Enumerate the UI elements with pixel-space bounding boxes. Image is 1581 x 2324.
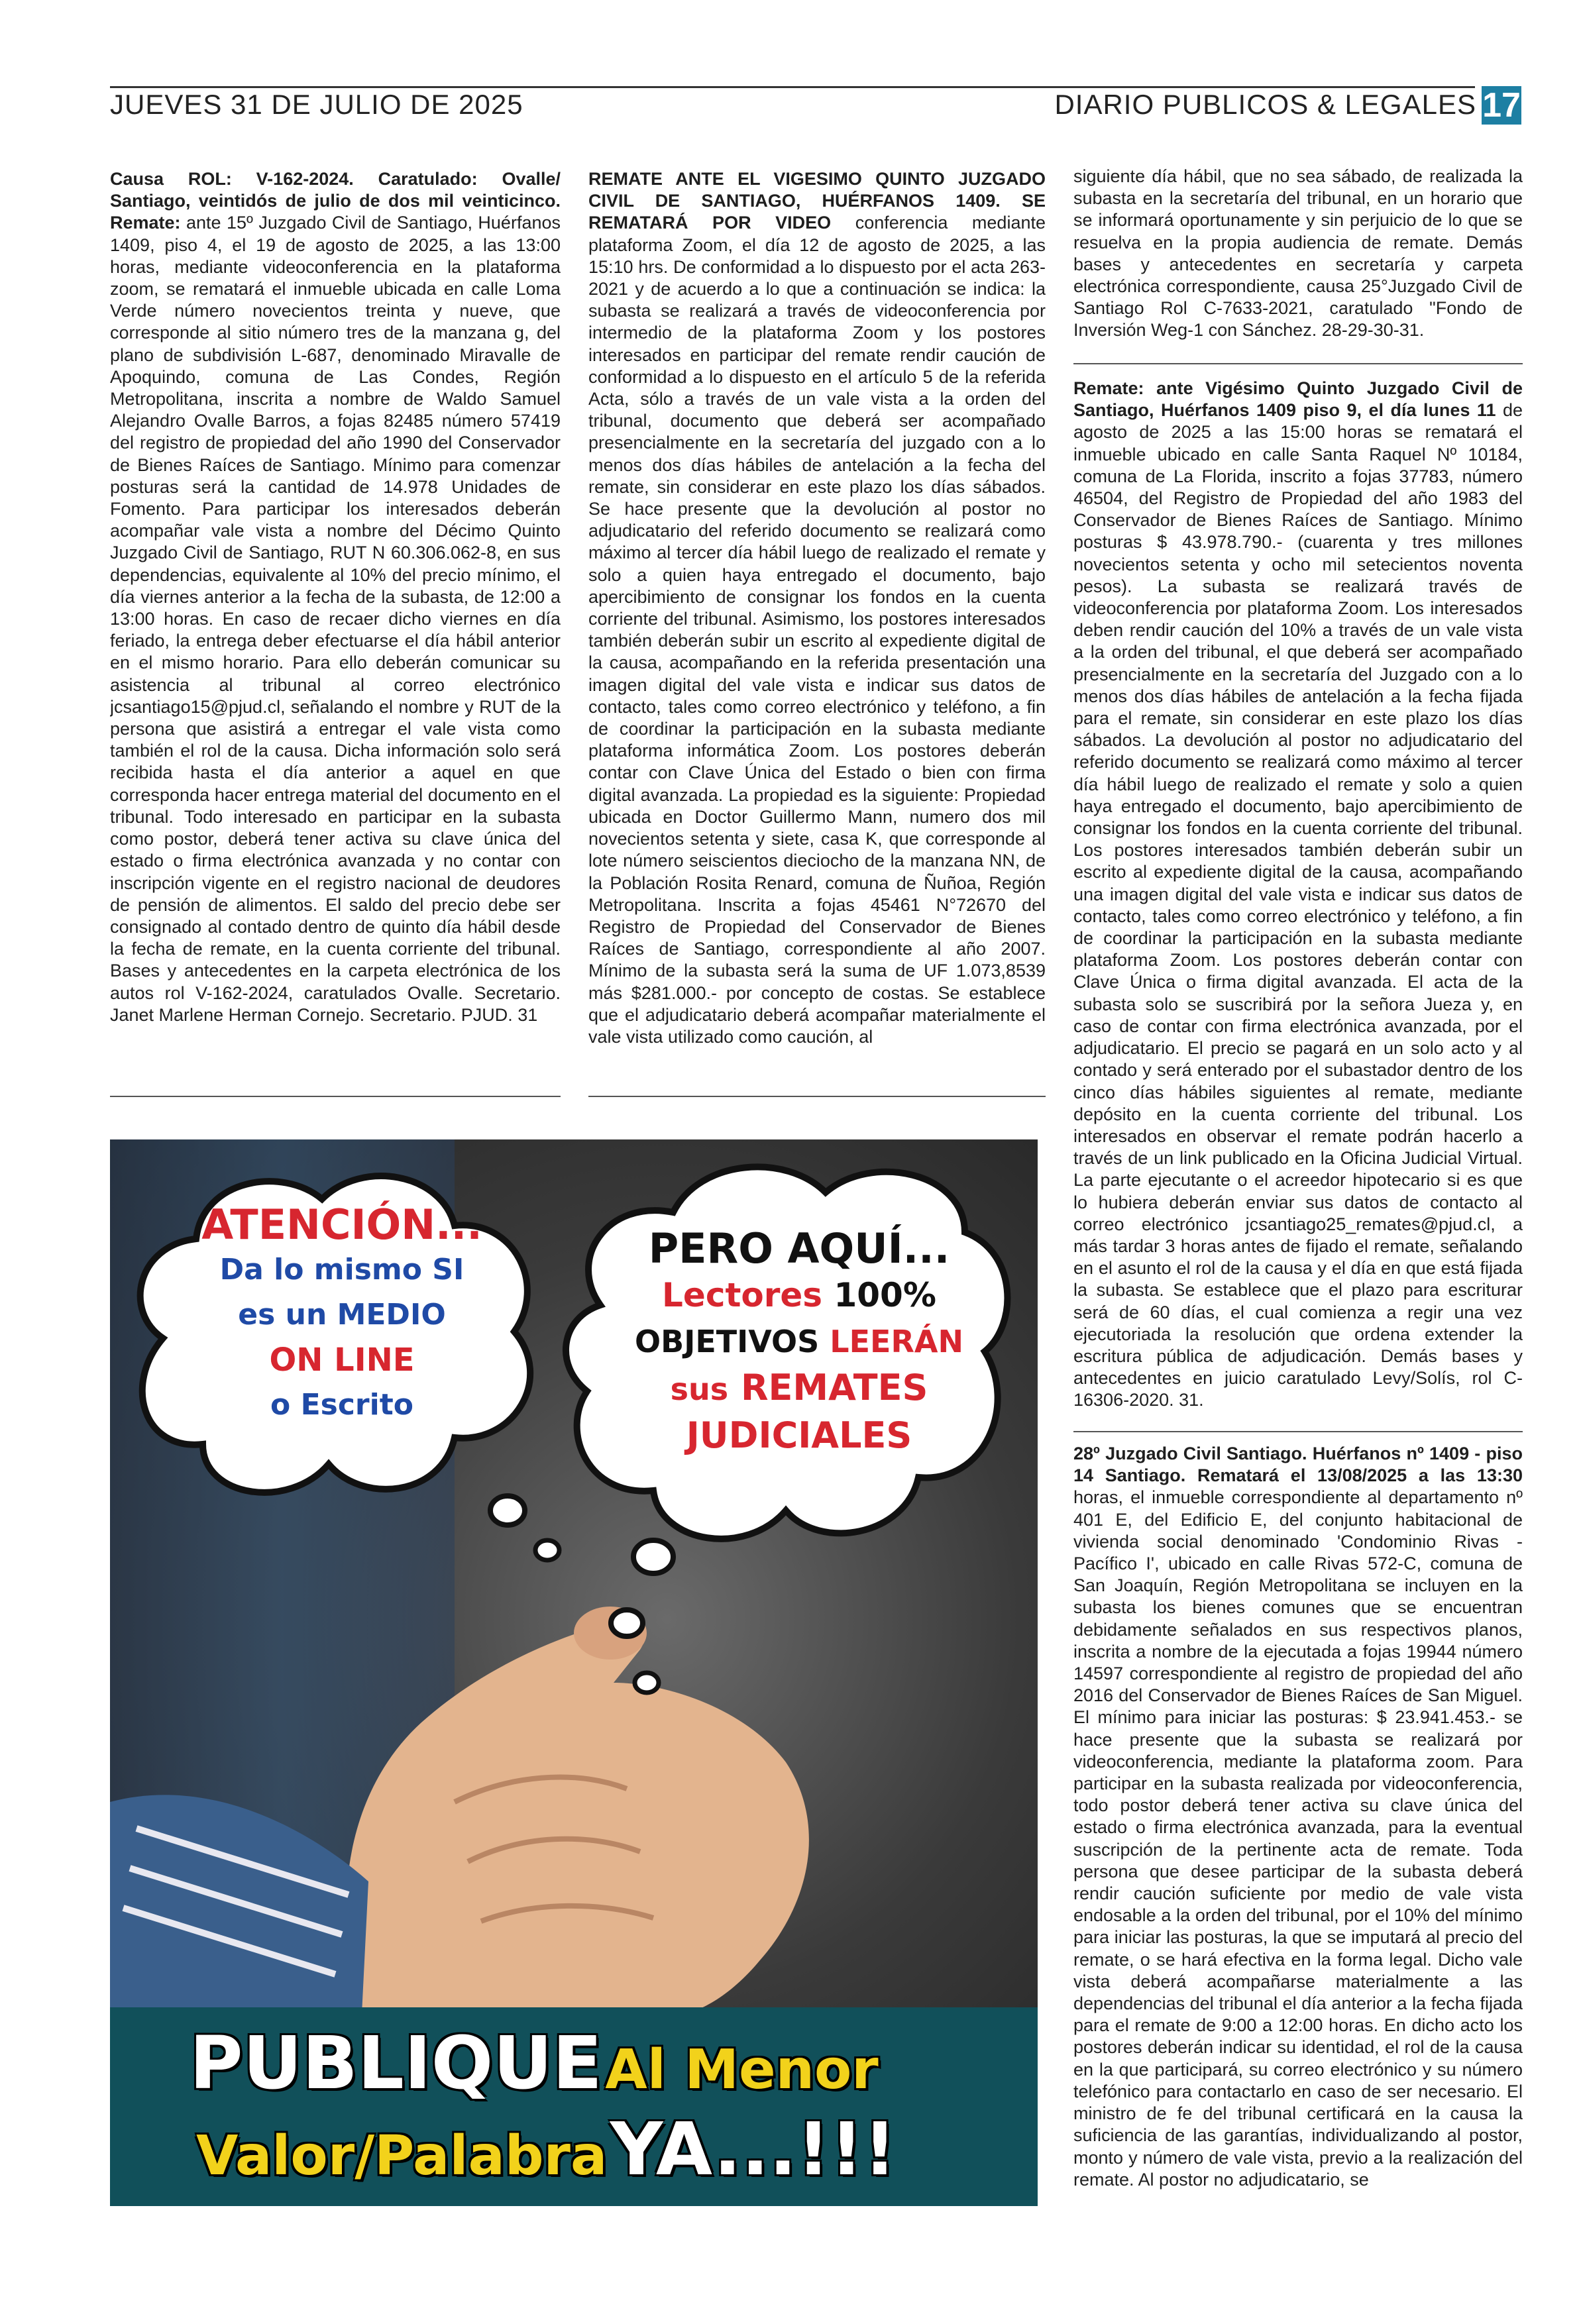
- pointing-hand-icon: [110, 1607, 809, 2014]
- bubble-left-line-3: es un MEDIO: [238, 1298, 446, 1332]
- notice-body: siguiente día hábil, que no sea sábado, de realizada la subasta en la secretaría del tribunal, en un horario que se informará oportunamente y sin perjuicio de lo que se resuelva en la propia audiencia de remate. Demás bases y antecedentes en secretaría y carpeta electrónica correspondiente, causa 25°Juzgado Civil de Santiago Rol C-7633-2021, caratulado "Fondo de Inversión Weg-1 con Sánchez. 28-29-30-31.: [1073, 166, 1523, 341]
- ad-footer-banner: [110, 2007, 1038, 2206]
- ad-valor-palabra: Valor/Palabra: [196, 2125, 608, 2188]
- bubble-left-text: [170, 1202, 514, 1428]
- ad-al-menor: Al Menor: [605, 2038, 879, 2101]
- notice-causa-v-162-2024: [110, 168, 561, 1089]
- notice-25-juzgado-video: [588, 168, 1046, 1089]
- notice-lead: 28º Juzgado Civil Santiago. Huérfanos nº 1409 - piso 14 Santiago. Rematará el 13/08/2025 a las 13:30: [1073, 1444, 1523, 1486]
- bubble-right-100: 100%: [834, 1276, 936, 1314]
- notice-body: de agosto de 2025 a las 15:00 horas se rematará el inmueble ubicado en calle Santa Raquel Nº 10184, comuna de La Florida, inscrito a fojas 37783, número 46504, del Registro de Propiedad del año 1983 del Conservador de Bienes Raíces de Santiago. Mínimo posturas $ 43.978.790.- (cuarenta y tres millones novecientos setenta y ocho mil setecientos noventa pesos). La subasta se realizará través de videoconferencia por plataforma Zoom. Los interesados deben rendir caución del 10% a través de un vale vista a la orden del tribunal, el que deberá ser acompañado presencialmente en la secretaría del Juzgado con a lo menos dos días hábiles de antelación a la fecha fijada para el remate, sin considerar en este plazo los días sábados. La devolución al postor no adjudicatario del referido documento se realizará como máximo al tercer día hábil luego de realizado el remate y solo a quien haya entregado el documento, bajo apercibimiento de consignar los fondos en la cuenta corriente del tribunal. Los postores interesados también deberán subir un escrito al expediente digital de la causa, acompañando una imagen digital del vale vista e indicar sus datos de contacto, tales como correo electrónico y teléfono, a fin de coordinar la participación en la subasta mediante plataforma Zoom. Los postores deberán contar con Clave Única o firma digital avanzada. El acta de la subasta solo se suscribirá por la señora Jueza y, en caso de contar con firma electrónica avanzada, por el adjudicatario. El precio se pagará en un solo acto y al contado y será enterado por el subastador dentro de los cinco días hábiles siguientes al remate, mediante depósito en la cuenta corriente del tribunal. Los interesados en observar el remate podrán hacerlo a través de un link publicado en la Oficina Judicial Virtual. La parte ejecutante o el acreedor hipotecario si es que lo hubiera deberán enviar sus datos de contacto al correo electrónico jcsantiago25_remates@pjud.cl, a más tardar 3 horas antes de fijado el remate, señalando en el asunto el rol de la causa y el día en que está fijada la subasta. Se establece que el plazo para escriturar será de 60 días, el cual comienza a regir una vez ejecutoriada la resolución que ordena extender la escritura pública de adjudicación. Demás bases y antecedentes en juicio caratulado Levy/Solís, rol C-16306-2020. 31.: [1073, 400, 1523, 1410]
- notice-lead: Remate: ante Vigésimo Quinto Juzgado Civil de Santiago, Huérfanos 1409 piso 9, el día lunes 11: [1073, 378, 1523, 421]
- ad-ya: YA...!!!: [610, 2107, 897, 2192]
- bubble-left-line-4: ON LINE: [269, 1342, 415, 1379]
- bubble-right-line-1: PERO AQUÍ...: [648, 1224, 950, 1273]
- notice-lead: Causa ROL: V-162-2024. Caratulado: Ovalle/ Santiago, veintidós de julio de dos mil veinticinco. Remate:: [110, 169, 561, 233]
- bubble-right-text: [594, 1226, 1005, 1459]
- bubble-right-sus: sus: [670, 1371, 729, 1407]
- bubble-right-objetivos: OBJETIVOS: [635, 1324, 820, 1359]
- notice-body: ante 15º Juzgado Civil de Santiago, Huérfanos 1409, piso 4, el 19 de agosto de 2025, a las 13:00 horas, mediante videoconferencia en la plataforma zoom, se rematará el inmueble ubicada en calle Loma Verde número novecientos treinta y nueve, que corresponde al sitio número tres de la manzana g, del plano de subdivisión L-687, denominado Miravalle de Apoquindo, comuna de Las Condes, Región Metropolitana, inscrita a nombre de Waldo Samuel Alejandro Ovalle Barros, a fojas 82485 número 57419 del registro de propiedad del año 1990 del Conservador de Bienes Raíces de Santiago. Mínimo para comenzar posturas será la cantidad de 14.978 Unidades de Fomento. Para participar los interesados deberán acompañar vale vista a nombre del Décimo Quinto Juzgado Civil de Santiago, RUT N 60.306.062-8, en sus dependencias, equivalente al 10% del precio mínimo, el día viernes anterior a la fecha de la subasta, de 12:00 a 13:00 horas. En caso de recaer dicho viernes en día feriado, la entrega deber efectuarse el día hábil anterior en el mismo horario. Para ello deberán comunicar su asistencia al tribunal al correo electrónico jcsantiago15@pjud.cl, señalando el nombre y RUT de la persona que asistirá a entregar el vale vista como también el rol de la causa. Dicha información solo será recibida hasta el día anterior a aquel en que corresponda hacer entrega material del documento en el tribunal. Todo interesado en participar en la subasta como postor, deberá tener activa su clave única del estado o firma electrónica avanzada y no contar con inscripción vigente en el registro nacional de deudores de pensión de alimentos. El saldo del precio debe ser consignado al contado dentro de quinto día hábil desde la fecha de remate, en la cuenta corriente del tribunal. Bases y antecedentes en la carpeta electrónica de los autos rol V-162-2024, caratulados Ovalle. Secretario. Janet Marlene Herman Cornejo. Secretario. PJUD. 31: [110, 213, 561, 1025]
- bubble-right-remates: REMATES: [740, 1367, 928, 1408]
- issue-date: JUEVES 31 DE JULIO DE 2025: [110, 89, 523, 120]
- page-number-badge: 17: [1482, 86, 1521, 125]
- notice-divider: [1073, 363, 1523, 364]
- ad-publique: PUBLIQUE: [190, 2021, 602, 2105]
- bubble-right-judiciales: JUDICIALES: [686, 1414, 912, 1456]
- notice-body: conferencia mediante plataforma Zoom, el día 12 de agosto de 2025, a las 15:10 hrs. De conformidad a lo dispuesto por el acta 263-2021 y de acuerdo a lo que a continuación se indica: la subasta se realizará a través de videoconferencia por intermedio de la plataforma Zoom y los postores interesados en participar del remate rendir caución de conformidad a lo dispuesto en el artículo 5 de la referida Acta, sólo a través de un vale vista a la orden del tribunal, documento que deberá ser acompañado presencialmente en la secretaría del juzgado con a lo menos dos días hábiles de antelación a la fecha del remate, sin considerar en este plazo los días sábados. Se hace presente que la devolución al postor no adjudicatario del referido documento se realizará como máximo al tercer día hábil luego de realizado el remate y solo a quien haya entregado el documento, bajo apercibimiento de consignar los fondos en la cuenta corriente del tribunal. Asimismo, los postores interesados también deberán subir un escrito al expediente digital de la causa, acompañando en la referida presentación una imagen digital del vale vista e indicar sus datos de contacto, tales como correo electrónico y teléfono, a fin de coordinar la participación en la subasta mediante plataforma informática Zoom. Los postores deberán contar con Clave Única del Estado o bien con firma digital avanzada. La propiedad es la siguiente: Propiedad ubicada en Doctor Guillermo Mann, numero dos mil novecientos setenta y siete, casa K, que corresponde al lote número seiscientos dieciocho de la manzana NN, de la Población Rosita Renard, comuna de Ñuñoa, Región Metropolitana. Inscrita a fojas 45461 N°72670 del Registro de Propiedad del Conservador de Bienes Raíces de Santiago, correspondiente al año 2007. Mínimo de la subasta será la suma de UF 1.073,8539 más $281.000.- por concepto de costas. Se establece que el adjudicatario deberá acompañar materialmente el vale vista utilizado como caución, al: [588, 213, 1046, 1047]
- notice-levy-solis: [1073, 378, 1523, 1424]
- notice-body: horas, el inmueble correspondiente al departamento nº 401 E, del Edificio E, del conjunto habitacional de vivienda social denominado 'Condominio Rivas - Pacífico I', ubicado en calle Rivas 572-C, comuna de San Joaquín, Región Metropolitana se incluyen en la subasta los bienes comunes que se encuentran debidamente señalados en sus respectivos planos, inscrita a nombre de la ejecutada a fojas 19944 número 14597 correspondiente al registro de propiedad del año 2016 del Conservador de Bienes Raíces de San Miguel. El mínimo para iniciar las posturas: $ 23.941.453.- se hace presente que la subasta se realizará por videoconferencia, mediante la plataforma zoom. Para participar en la subasta realizada por videoconferencia, todo postor deberá tener activa su clave única del estado o firma electrónica avanzada, para la eventual suscripción de la pertinente acta de remate. Toda persona que desee participar de la subasta deberá rendir caución suficiente por medio de vale vista endosable a la orden del tribunal, por el 10% del mínimo para iniciar las posturas, la que se imputará al precio del remate, o se hará efectiva en la forma legal. Dicho vale vista deberá acompañarse materialmente a las dependencias del tribunal el día anterior a la fecha fijada para el remate de 9:00 a 12:00 horas. En dicho acto los postores deberán indicar su identidad, el rol de la causa en la que participará, su correo electrónico y su número telefónico para contactarlo en caso de ser necesario. El ministro de fe del tribunal certificará en la causa la suficiencia de las garantías, individualizando al postor, monto y número de vale vista, previo a la realización del remate. Al postor no adjudicatario, se: [1073, 1487, 1523, 2190]
- column-divider: [110, 1096, 561, 1097]
- publication-title: DIARIO PUBLICOS & LEGALES: [1054, 89, 1476, 120]
- header-rule: [110, 86, 1475, 88]
- notice-lead: REMATE ANTE EL VIGESIMO QUINTO JUZGADO CIVIL DE SANTIAGO, HUÉRFANOS 1409. SE REMATARÁ POR VIDEO: [588, 169, 1046, 233]
- bubble-right-lectores: Lectores: [662, 1276, 823, 1314]
- advertisement: [110, 1139, 1038, 2206]
- bubble-left-line-1: ATENCIÓN...: [201, 1200, 482, 1249]
- notice-28-juzgado: [1073, 1443, 1523, 2252]
- notice-continuation: [1073, 166, 1523, 354]
- bubble-right-leeran: LEERÁN: [830, 1324, 963, 1359]
- column-divider: [588, 1096, 1046, 1097]
- notice-divider: [1073, 1431, 1523, 1432]
- bubble-left-line-5: o Escrito: [270, 1388, 413, 1422]
- bubble-left-line-2: Da lo mismo SI: [219, 1253, 464, 1287]
